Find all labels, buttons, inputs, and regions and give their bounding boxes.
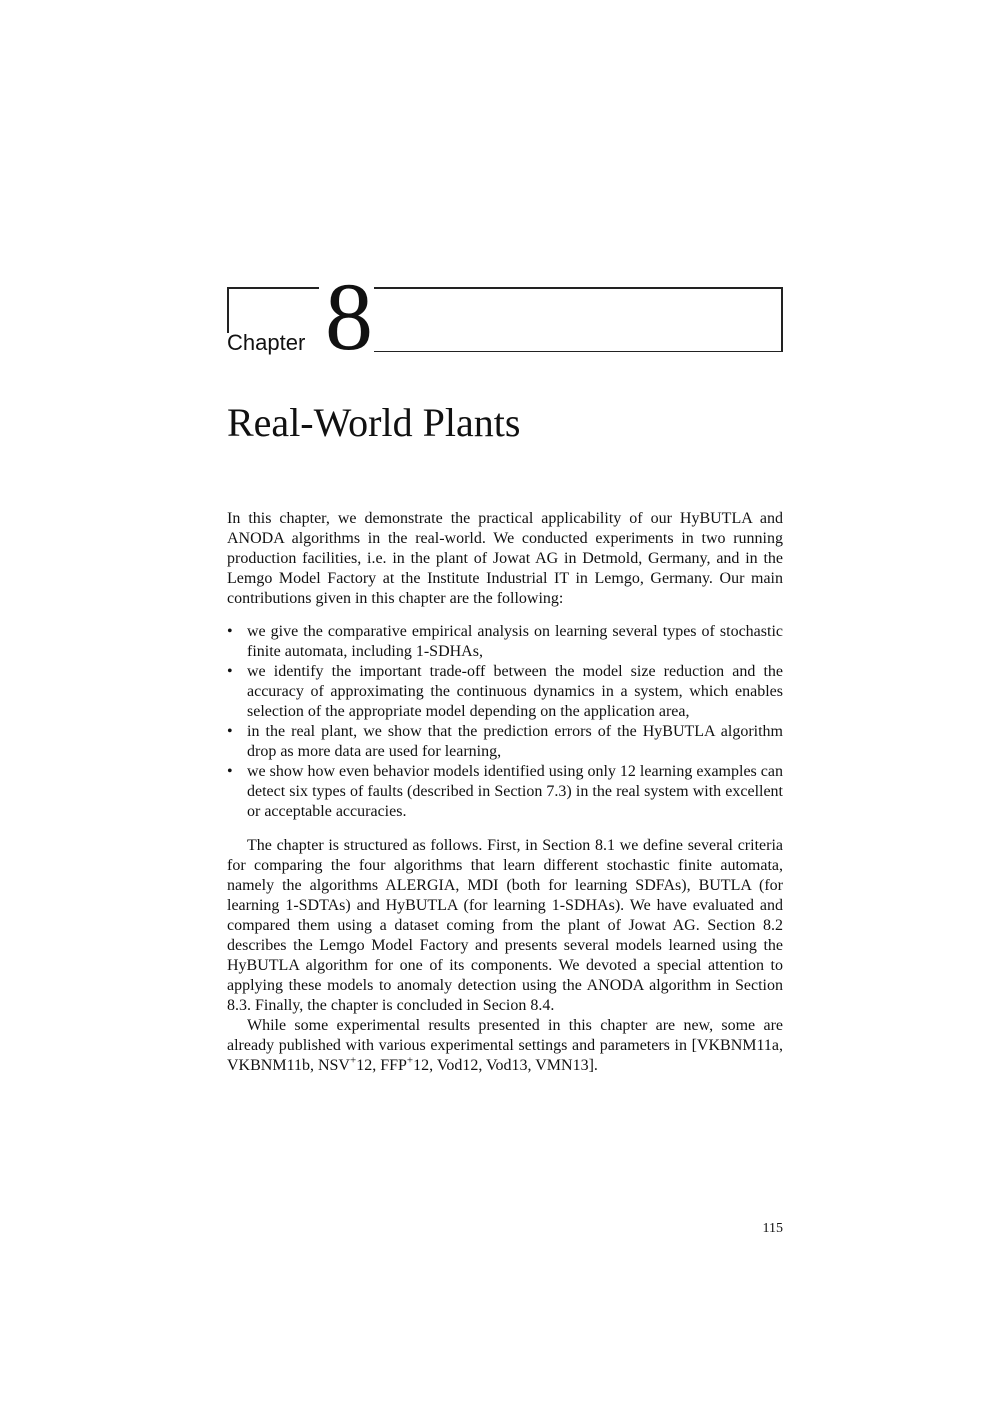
list-item xyxy=(227,622,783,662)
frame-line xyxy=(374,287,783,289)
list-item-text: we identify the important trade-off between the model size reduction and the accuracy of approximating the continuous dynamics in a system, which enables selection of the appropriate model depending on the application area, xyxy=(247,663,783,720)
chapter-label: Chapter xyxy=(227,330,306,355)
bullet-icon: • xyxy=(227,663,233,680)
results-text-mid: 12, FFP xyxy=(356,1057,407,1074)
frame-line xyxy=(227,287,229,333)
list-item xyxy=(227,762,783,822)
list-item-text: we give the comparative empirical analysis on learning several types of stochastic finite automata, including 1-SDHAs, xyxy=(247,623,783,660)
superscript-plus: + xyxy=(406,1054,414,1067)
page-number: 115 xyxy=(762,1221,783,1236)
frame-line xyxy=(227,287,319,289)
structure-section xyxy=(227,836,783,1076)
bullet-icon: • xyxy=(227,623,233,640)
contributions-list xyxy=(227,622,783,822)
bullet-icon: • xyxy=(227,763,233,780)
results-text-end: 12, Vod12, Vod13, VMN13]. xyxy=(413,1057,598,1074)
list-item-text: we show how even behavior models identified using only 12 learning examples can detect six types of faults (described in Section 7.3) in the real system with excellent or acceptable accuracies. xyxy=(247,763,783,820)
results-text: While some experimental results presented in this chapter are new, some are already published with various experimental settings and parameters in [VKBNM11a, VKBNM11b, NSV xyxy=(227,1017,783,1074)
intro-section xyxy=(227,509,783,609)
bullet-icon: • xyxy=(227,723,233,740)
frame-line xyxy=(374,351,783,352)
chapter-header xyxy=(227,263,783,370)
results-paragraph xyxy=(227,1016,783,1076)
chapter-number: 8 xyxy=(325,263,373,370)
frame-line xyxy=(781,287,783,352)
structure-paragraph: The chapter is structured as follows. First, in Section 8.1 we define several criteria for comparing the four algorithms that learn different stochastic finite automata, namely the algorithms ALERGIA, MDI (both for learning SDFAs), BUTLA (for learning 1-SDTAs) and HyBUTLA (for learning 1-SDHAs). We have evaluated and compared them using a dataset coming from the plant of Jowat AG. Section 8.2 describes the Lemgo Model Factory and presents several models learned using the HyBUTLA algorithm for one of its components. We devoted a special attention to applying these models to anomaly detection using the ANODA algorithm in Section 8.3. Finally, the chapter is concluded in Secion 8.4. xyxy=(227,837,783,1014)
intro-paragraph: In this chapter, we demonstrate the practical applicability of our HyBUTLA and ANODA algorithms in the real-world. We conducted experiments in two running production facilities, i.e. in the plant of Jowat AG in Detmold, Germany, and in the Lemgo Model Factory at the Institute Industrial IT in Lemgo, Germany. Our main contributions given in this chapter are the following: xyxy=(227,510,783,607)
list-item xyxy=(227,722,783,762)
superscript-plus: + xyxy=(349,1054,357,1067)
list-item xyxy=(227,662,783,722)
chapter-title: Real-World Plants xyxy=(227,400,521,445)
list-item-text: in the real plant, we show that the prediction errors of the HyBUTLA algorithm drop as more data are used for learning, xyxy=(247,723,783,760)
